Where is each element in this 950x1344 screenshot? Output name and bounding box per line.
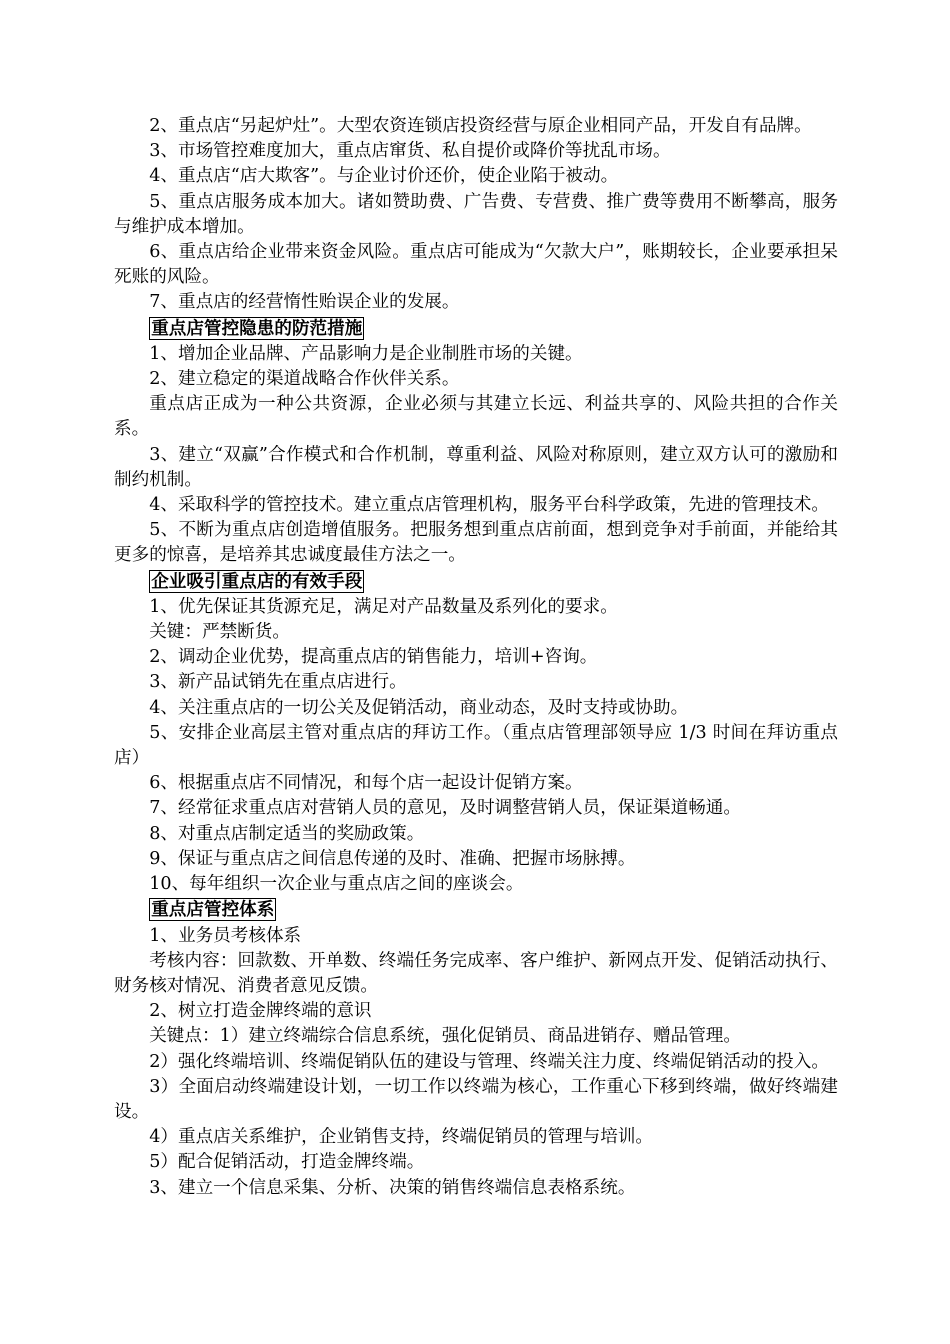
section-heading bbox=[114, 569, 838, 595]
body-paragraph: 4）重点店关系维护，企业销售支持，终端促销员的管理与培训。 bbox=[149, 1127, 654, 1148]
body-paragraph: 3、建立“双赢”合作模式和合作机制，尊重利益、风险对称原则，建立双方认可的激励和制约机制。 bbox=[114, 444, 838, 490]
body-paragraph: 6、根据重点店不同情况，和每个店一起设计促销方案。 bbox=[149, 773, 583, 794]
section-heading bbox=[114, 897, 838, 923]
body-paragraph: 7、重点店的经营惰性贻误企业的发展。 bbox=[149, 292, 460, 313]
body-paragraph: 3）全面启动终端建设计划，一切工作以终端为核心，工作重心下移到终端，做好终端建设。 bbox=[114, 1076, 838, 1122]
section-heading bbox=[114, 316, 838, 342]
body-paragraph: 关键：严禁断货。 bbox=[149, 622, 290, 643]
body-paragraph: 5、重点店服务成本加大。诸如赞助费、广告费、专营费、推广费等费用不断攀高，服务与维护成本增加。 bbox=[114, 191, 838, 237]
body-paragraph: 5、安排企业高层主管对重点店的拜访工作。（重点店管理部领导应 1/3 时间在拜访重点店） bbox=[114, 722, 838, 769]
body-paragraph: 考核内容：回款数、开单数、终端任务完成率、客户维护、新网点开发、促销活动执行、财务核对情况、消费者意见反馈。 bbox=[114, 950, 838, 996]
body-paragraph: 2、建立稳定的渠道战略合作伙伴关系。 bbox=[149, 369, 460, 390]
body-paragraph: 4、重点店“店大欺客”。与企业讨价还价，使企业陷于被动。 bbox=[149, 166, 619, 187]
section-heading-text: 企业吸引重点店的有效手段 bbox=[151, 570, 363, 592]
section-heading-text: 重点店管控体系 bbox=[151, 899, 275, 921]
body-paragraph: 重点店正成为一种公共资源，企业必须与其建立长远、利益共享的、风险共担的合作关系。 bbox=[114, 394, 838, 440]
body-paragraph: 8、对重点店制定适当的奖励政策。 bbox=[149, 823, 425, 844]
body-paragraph: 10、每年组织一次企业与重点店之间的座谈会。 bbox=[149, 874, 524, 895]
body-paragraph: 1、增加企业品牌、产品影响力是企业制胜市场的关键。 bbox=[149, 343, 583, 364]
body-paragraph: 2、重点店“另起炉灶”。大型农资连锁店投资经营与原企业相同产品，开发自有品牌。 bbox=[149, 116, 812, 136]
body-paragraph: 6、重点店给企业带来资金风险。重点店可能成为“欠款大户”，账期较长，企业要承担呆死账的风险。 bbox=[114, 242, 838, 288]
body-paragraph: 4、关注重点店的一切公关及促销活动，商业动态，及时支持或协助。 bbox=[149, 697, 689, 718]
body-paragraph: 3、新产品试销先在重点店进行。 bbox=[149, 672, 407, 693]
body-paragraph: 5、不断为重点店创造增值服务。把服务想到重点店前面，想到竞争对手前面，并能给其更多的惊喜，是培养其忠诚度最佳方法之一。 bbox=[114, 520, 838, 566]
body-paragraph: 5）配合促销活动，打造金牌终端。 bbox=[149, 1152, 425, 1173]
body-paragraph: 1、优先保证其货源充足，满足对产品数量及系列化的要求。 bbox=[149, 596, 618, 617]
document-page bbox=[114, 114, 838, 1201]
section-heading-text: 重点店管控隐患的防范措施 bbox=[151, 317, 363, 339]
body-paragraph: 7、经常征求重点店对营销人员的意见，及时调整营销人员，保证渠道畅通。 bbox=[149, 798, 741, 819]
body-paragraph: 1、业务员考核体系 bbox=[149, 925, 302, 946]
body-paragraph: 3、建立一个信息采集、分析、决策的销售终端信息表格系统。 bbox=[149, 1177, 636, 1198]
body-paragraph: 2、树立打造金牌终端的意识 bbox=[149, 1001, 372, 1022]
body-paragraph: 2）强化终端培训、终端促销队伍的建设与管理、终端关注力度、终端促销活动的投入。 bbox=[149, 1051, 829, 1072]
body-paragraph: 4、采取科学的管控技术。建立重点店管理机构，服务平台科学政策，先进的管理技术。 bbox=[149, 495, 829, 516]
body-paragraph: 3、市场管控难度加大，重点店窜货、私自提价或降价等扰乱市场。 bbox=[149, 141, 671, 162]
body-paragraph: 2、调动企业优势，提高重点店的销售能力，培训+咨询。 bbox=[149, 647, 598, 668]
body-paragraph: 9、保证与重点店之间信息传递的及时、准确、把握市场脉搏。 bbox=[149, 848, 636, 869]
body-paragraph: 关键点：1）建立终端综合信息系统，强化促销员、商品进销存、赠品管理。 bbox=[149, 1026, 741, 1047]
